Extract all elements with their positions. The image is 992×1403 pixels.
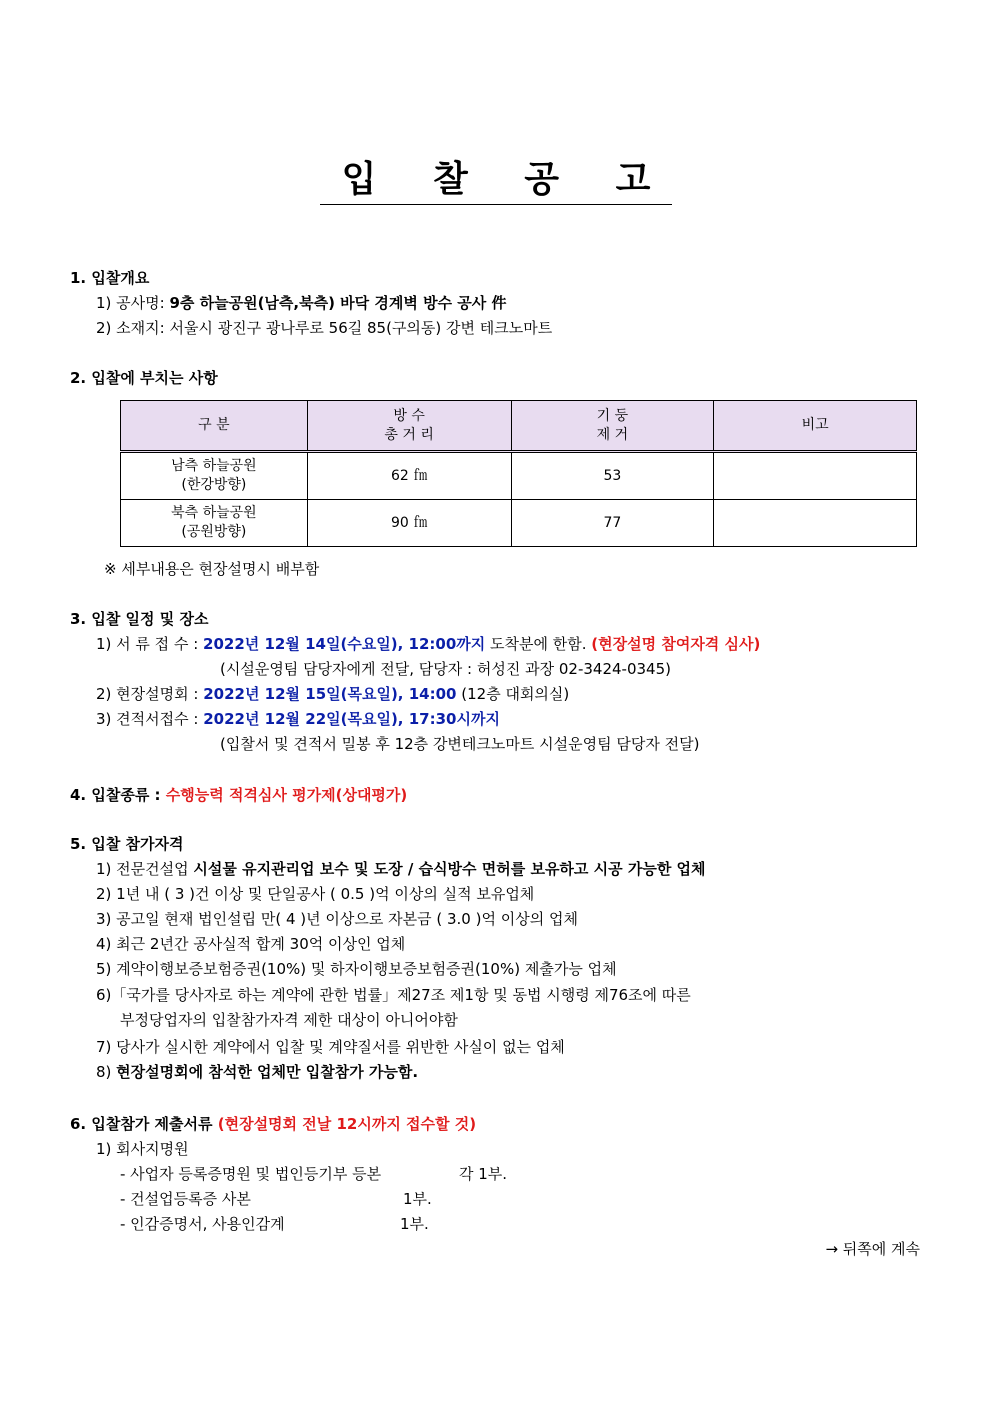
qualification-review-note: (현장설명 참여자격 심사): [591, 635, 761, 653]
quote-deadline: 2022년 12월 22일(목요일), 17:30시까지: [203, 710, 500, 728]
row-distance: 90 ㎙: [307, 500, 511, 547]
section-6-deadline: (현장설명회 전날 12시까지 접수할 것): [217, 1115, 477, 1133]
row-name: 북측 하늘공원 (공원방향): [121, 500, 308, 547]
document-item: - 사업자 등록증명원 및 법인등기부 등본: [120, 1165, 382, 1183]
schedule-quote-submission: 3) 견적서접수 : 2022년 12월 22일(목요일), 17:30시까지: [96, 710, 500, 728]
table-footnote: ※ 세부내용은 현장설명시 배부함: [104, 560, 320, 578]
qualification-3: 3) 공고일 현재 법인설립 만( 4 )년 이상으로 자본금 ( 3.0 )억 이상의 업체: [96, 910, 578, 928]
qualification-1: 1) 전문건설업 시설물 유지관리업 보수 및 도장 / 습식방수 면허를 보유하고 시공 가능한 업체: [96, 860, 706, 878]
document-item: - 건설업등록증 사본: [120, 1190, 251, 1208]
briefing-date: 2022년 12월 15일(목요일), 14:00: [203, 685, 457, 703]
table-row: [121, 500, 917, 547]
section-4-heading: 4. 입찰종류 :: [70, 786, 166, 804]
qualification-6: 6)「국가를 당사자로 하는 계약에 관한 법률」제27조 제1항 및 동법 시행령 제76조에 따른: [96, 986, 691, 1004]
row-distance: 62 ㎙: [307, 452, 511, 500]
qualification-4: 4) 최근 2년간 공사실적 합계 30억 이상인 업체: [96, 935, 406, 953]
document-qty: 1부.: [400, 1215, 429, 1233]
bid-items-table: [120, 400, 917, 547]
section-3-heading: 3. 입찰 일정 및 장소: [70, 610, 209, 628]
row-name: 남측 하늘공원 (한강방향): [121, 452, 308, 500]
section-6: [70, 1114, 476, 1134]
schedule-document-submission: 1) 서 류 접 수 : 2022년 12월 14일(수요일), 12:00까지 도착분에 한함. (현장설명 참여자격 심사): [96, 635, 761, 653]
header-waterproof-distance: 방 수 총 거 리: [307, 401, 511, 452]
qualification-6-cont: 부정당업자의 입찰참가자격 제한 대상이 아니어야함: [120, 1011, 458, 1029]
qualification-2: 2) 1년 내 ( 3 )건 이상 및 단일공사 ( 0.5 )억 이상의 실적 보유업체: [96, 885, 535, 903]
header-category: 구 분: [121, 401, 308, 452]
row-columns: 53: [511, 452, 714, 500]
section-4: [70, 785, 407, 805]
header-column-removal: 기 둥 제 거: [511, 401, 714, 452]
row-note: [714, 452, 917, 500]
submission-contact: (시설운영팀 담당자에게 전달, 담당자 : 허성진 과장 02-3424-0345): [220, 660, 671, 678]
project-name-label: 1) 공사명:: [96, 294, 170, 312]
header-note: 비고: [714, 401, 917, 452]
page-title-wrap: [0, 158, 992, 205]
table-row: [121, 452, 917, 500]
document-item: - 인감증명서, 사용인감계: [120, 1215, 285, 1233]
document-qty: 1부.: [403, 1190, 432, 1208]
schedule-site-briefing: 2) 현장설명회 : 2022년 12월 15일(목요일), 14:00 (12층 대회의실): [96, 685, 570, 703]
qualification-8: 8) 현장설명회에 참석한 업체만 입찰참가 가능함.: [96, 1063, 419, 1081]
project-name-value: 9층 하늘공원(남측,북측) 바닥 경계벽 방수 공사 件: [169, 294, 507, 312]
section-6-heading: 6. 입찰참가 제출서류: [70, 1115, 218, 1133]
page-title: 입 찰 공 고: [320, 158, 673, 205]
section-1-heading: 1. 입찰개요: [70, 269, 150, 287]
section-2-heading: 2. 입찰에 부치는 사항: [70, 369, 218, 387]
section-5-heading: 5. 입찰 참가자격: [70, 835, 184, 853]
quote-submission-note: (입찰서 및 견적서 밀봉 후 12층 강변테크노마트 시설운영팀 담당자 전달): [220, 735, 700, 753]
document-qty: 각 1부.: [459, 1165, 508, 1183]
continued-note: → 뒤쪽에 계속: [825, 1240, 920, 1258]
bid-type: 수행능력 적격심사 평가제(상대평가): [165, 786, 408, 804]
document-group-1: 1) 회사지명원: [96, 1140, 189, 1158]
table-header-row: [121, 401, 917, 452]
project-location: 2) 소재지: 서울시 광진구 광나루로 56길 85(구의동) 강변 테크노마트: [96, 319, 553, 337]
submission-deadline: 2022년 12월 14일(수요일), 12:00까지: [203, 635, 486, 653]
qualification-7: 7) 당사가 실시한 계약에서 입찰 및 계약질서를 위반한 사실이 없는 업체: [96, 1038, 565, 1056]
project-name: [96, 293, 506, 313]
row-columns: 77: [511, 500, 714, 547]
row-note: [714, 500, 917, 547]
qualification-5: 5) 계약이행보증보험증권(10%) 및 하자이행보증보험증권(10%) 제출가능 업체: [96, 960, 617, 978]
